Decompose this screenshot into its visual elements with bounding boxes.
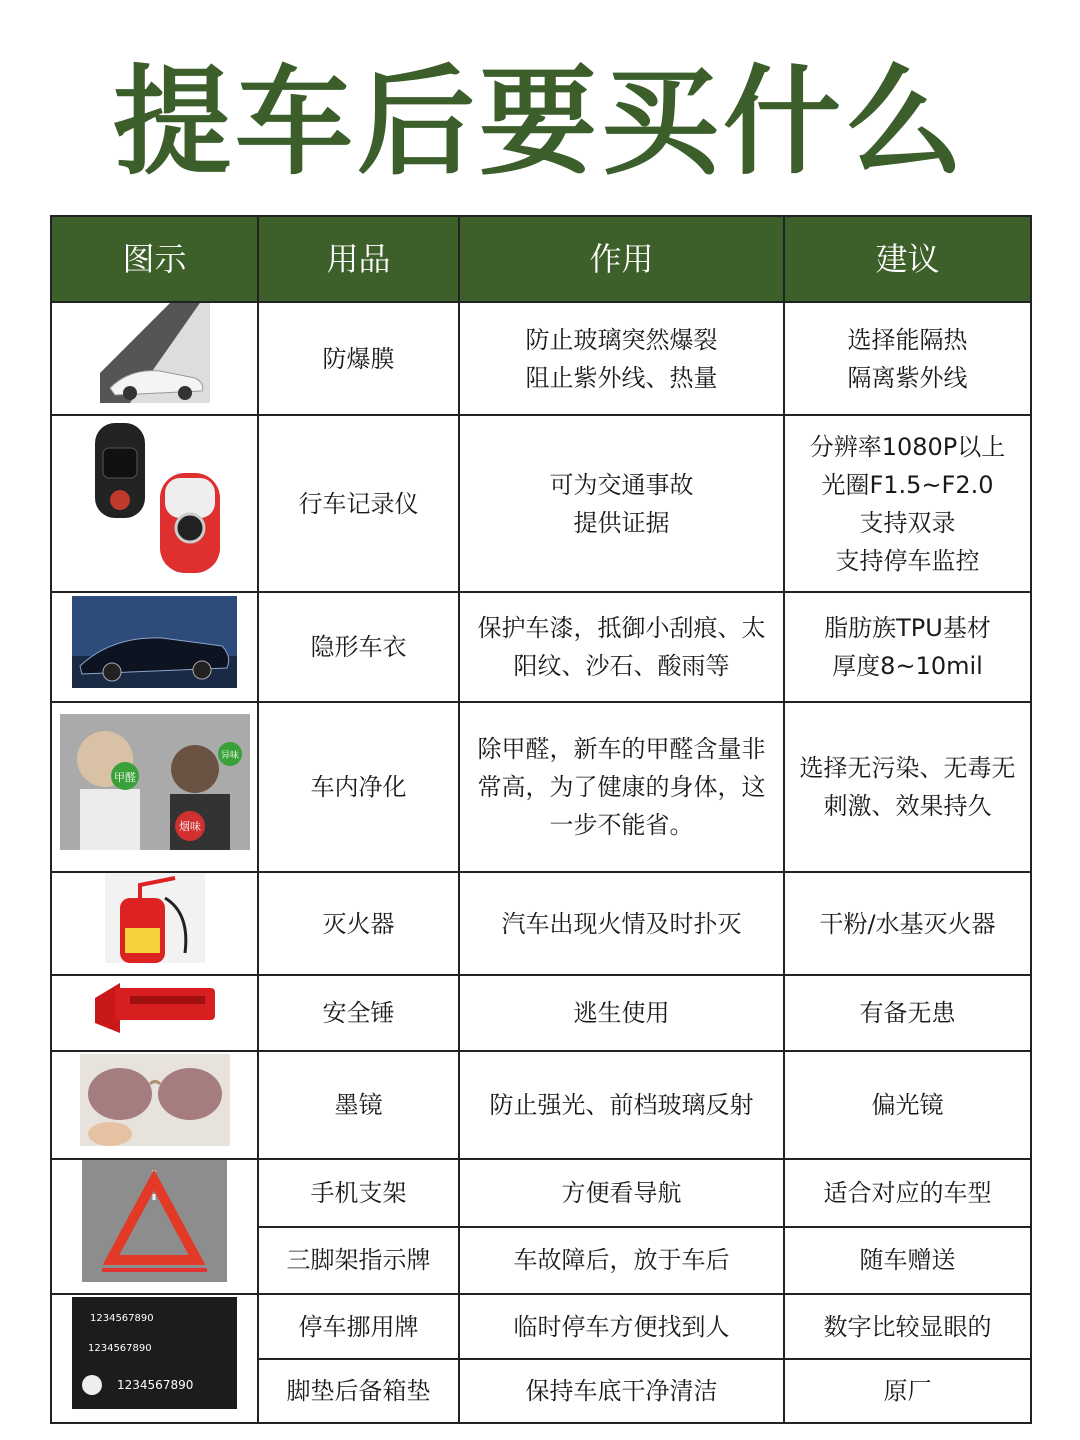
item-cell: 停车挪用牌 [258,1294,459,1359]
table-row [51,592,1031,702]
safety-hammer-image [51,975,258,1051]
svg-text:1234567890: 1234567890 [90,1313,154,1324]
table-row [51,872,1031,975]
advice-cell: 随车赠送 [784,1227,1031,1295]
page-title: 提车后要买什么 [112,53,967,191]
item-cell: 墨镜 [258,1051,459,1159]
effect-cell: 汽车出现火情及时扑灭 [459,872,784,975]
sunglasses-image [51,1051,258,1159]
item-cell: 安全锤 [258,975,459,1051]
warning-triangle-image [51,1159,258,1294]
header-advice: 建议 [784,216,1031,302]
svg-text:甲醛: 甲醛 [113,770,136,784]
advice-cell: 有备无患 [784,975,1031,1051]
shopping-table [50,215,1032,1424]
table-row [51,302,1031,415]
effect-cell: 方便看导航 [459,1159,784,1227]
effect-cell: 车故障后，放于车后 [459,1227,784,1295]
svg-text:异味: 异味 [220,750,239,761]
purifier-image [51,702,258,872]
table-row [51,975,1031,1051]
table-row [51,1159,1031,1227]
effect-cell: 除甲醛，新车的甲醛含量非 常高，为了健康的身体，这 一步不能省。 [459,702,784,872]
svg-text:1234567890: 1234567890 [88,1343,152,1354]
table-row [51,1051,1031,1159]
item-cell: 隐形车衣 [258,592,459,702]
effect-cell: 防止玻璃突然爆裂 阻止紫外线、热量 [459,302,784,415]
effect-cell: 保持车底干净清洁 [459,1359,784,1423]
item-cell: 三脚架指示牌 [258,1227,459,1295]
table-row [51,702,1031,872]
header-effect: 作用 [459,216,784,302]
advice-cell: 选择无污染、无毒无 刺激、效果持久 [784,702,1031,872]
item-cell: 行车记录仪 [258,415,459,592]
effect-cell: 保护车漆，抵御小刮痕、太 阳纹、沙石、酸雨等 [459,592,784,702]
advice-cell: 选择能隔热 隔离紫外线 [784,302,1031,415]
window-film-image [51,302,258,415]
header-item: 用品 [258,216,459,302]
table-row [51,415,1031,592]
advice-cell: 脂肪族TPU基材 厚度8~10mil [784,592,1031,702]
advice-cell: 分辨率1080P以上 光圈F1.5~F2.0 支持双录 支持停车监控 [784,415,1031,592]
effect-cell: 临时停车方便找到人 [459,1294,784,1359]
advice-cell: 数字比较显眼的 [784,1294,1031,1359]
effect-cell: 可为交通事故 提供证据 [459,415,784,592]
advice-cell: 干粉/水基灭火器 [784,872,1031,975]
effect-cell: 逃生使用 [459,975,784,1051]
svg-text:1234567890: 1234567890 [117,1378,194,1392]
item-cell: 车内净化 [258,702,459,872]
item-cell: 脚垫后备箱垫 [258,1359,459,1423]
effect-cell: 防止强光、前档玻璃反射 [459,1051,784,1159]
extinguisher-image [51,872,258,975]
advice-cell: 适合对应的车型 [784,1159,1031,1227]
item-cell: 手机支架 [258,1159,459,1227]
svg-text:烟味: 烟味 [178,819,201,833]
advice-cell: 原厂 [784,1359,1031,1423]
table-row [51,1294,1031,1359]
item-cell: 灭火器 [258,872,459,975]
advice-cell: 偏光镜 [784,1051,1031,1159]
table-header-row [51,216,1031,302]
ppf-image [51,592,258,702]
header-illustration: 图示 [51,216,258,302]
item-cell: 防爆膜 [258,302,459,415]
dashcam-image [51,415,258,592]
parking-card-image [51,1294,258,1423]
